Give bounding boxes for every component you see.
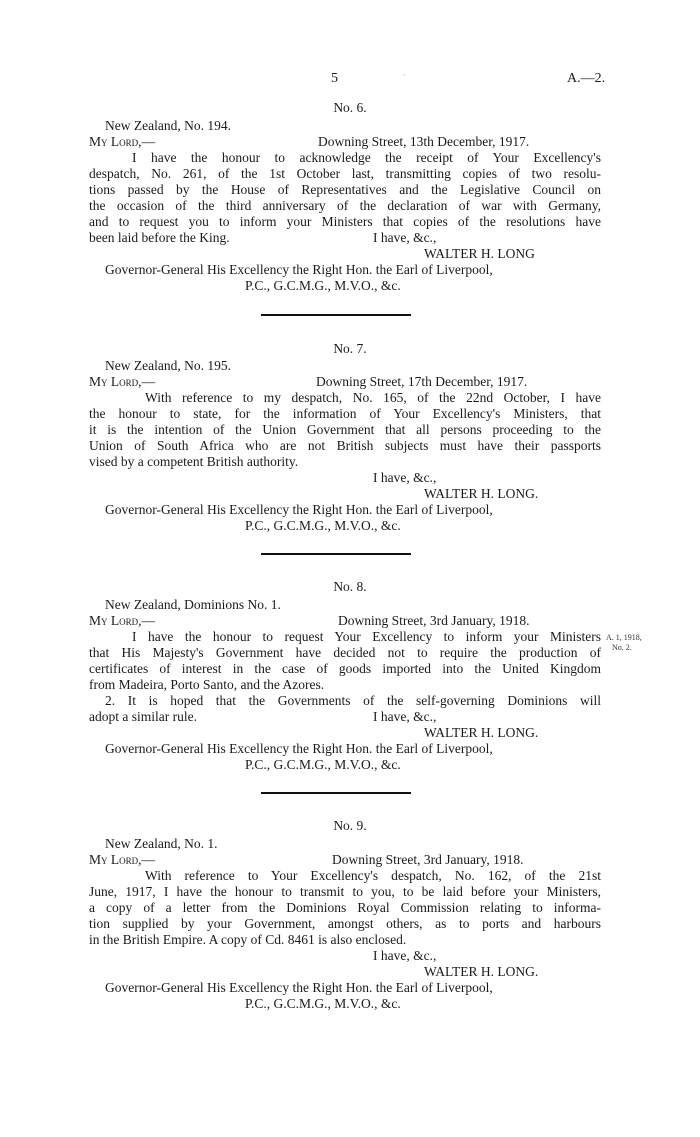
signature: WALTER H. LONG — [424, 246, 535, 261]
body-line: and to request you to inform your Ministers that copies of the resolutions have — [89, 214, 601, 229]
addressee-honours: P.C., G.C.M.G., M.V.O., &c. — [245, 757, 401, 772]
addressee: Governor-General His Excellency the Right Hon. the Earl of Liverpool, — [105, 741, 493, 756]
closing: I have, &c., — [373, 470, 437, 485]
addressee-honours: P.C., G.C.M.G., M.V.O., &c. — [245, 518, 401, 533]
section-divider — [261, 314, 411, 316]
body-line: the occasion of the third anniversary of the declaration of war with Germany, — [89, 198, 601, 213]
letter-heading: No. 6. — [333, 100, 367, 115]
body-line: certificates of interest in the case of goods imported into the United Kingdom — [89, 661, 601, 676]
signature: WALTER H. LONG. — [424, 486, 539, 501]
page-number: 5 — [331, 71, 338, 86]
body-line: June, 1917, I have the honour to transmit to you, to be laid before your Ministers, — [89, 884, 601, 899]
body-line: 2. It is hoped that the Governments of the self-governing Dominions will — [105, 693, 601, 708]
body-line: it is the intention of the Union Government that all persons proceeding to the — [89, 422, 601, 437]
closing: I have, &c., — [373, 948, 437, 963]
body-line: that His Majesty's Government have decided not to require the production of — [89, 645, 601, 660]
letter-date: Downing Street, 3rd January, 1918. — [332, 852, 524, 867]
body-line: tion supplied by your Government, amongst others, as to ports and harbours — [89, 916, 601, 931]
speck-mark: · — [403, 71, 406, 80]
letter-heading: No. 7. — [333, 341, 367, 356]
body-line: the honour to state, for the information of Your Excellency's Ministers, that — [89, 406, 601, 421]
dispatch-number: New Zealand, No. 1. — [105, 836, 218, 851]
salutation: My Lord,— — [89, 613, 156, 628]
body-line: I have the honour to acknowledge the receipt of Your Excellency's — [132, 150, 601, 165]
body-line: from Madeira, Porto Santo, and the Azores. — [89, 677, 325, 692]
body-line: tions passed by the House of Representatives and the Legislative Council on — [89, 182, 601, 197]
closing: I have, &c., — [373, 230, 437, 245]
body-line: vised by a competent British authority. — [89, 454, 299, 469]
letter-heading: No. 9. — [333, 818, 367, 833]
dispatch-number: New Zealand, Dominions No. 1. — [105, 597, 281, 612]
section-divider — [261, 553, 411, 555]
body-line: With reference to Your Excellency's despatch, No. 162, of the 21st — [145, 868, 601, 883]
salutation: My Lord,— — [89, 852, 156, 867]
dispatch-number: New Zealand, No. 195. — [105, 358, 231, 373]
addressee-honours: P.C., G.C.M.G., M.V.O., &c. — [245, 996, 401, 1011]
salutation: My Lord,— — [89, 374, 156, 389]
body-line: been laid before the King. — [89, 230, 230, 245]
letter-date: Downing Street, 3rd January, 1918. — [338, 613, 530, 628]
signature: WALTER H. LONG. — [424, 964, 539, 979]
dispatch-number: New Zealand, No. 194. — [105, 118, 231, 133]
addressee: Governor-General His Excellency the Right Hon. the Earl of Liverpool, — [105, 262, 493, 277]
signature: WALTER H. LONG. — [424, 725, 539, 740]
body-line: Union of South Africa who are not British subjects must have their passports — [89, 438, 601, 453]
letter-date: Downing Street, 13th December, 1917. — [318, 134, 530, 149]
body-line: a copy of a letter from the Dominions Royal Commission relating to informa- — [89, 900, 601, 915]
letter-date: Downing Street, 17th December, 1917. — [316, 374, 528, 389]
body-line: despatch, No. 261, of the 1st October last, transmitting copies of two resolu- — [89, 166, 601, 181]
addressee: Governor-General His Excellency the Right Hon. the Earl of Liverpool, — [105, 502, 493, 517]
body-line: in the British Empire. A copy of Cd. 8461 is also enclosed. — [89, 932, 407, 947]
margin-note: No. 2. — [612, 643, 632, 652]
section-divider — [261, 792, 411, 794]
body-line: I have the honour to request Your Excellency to inform your Ministers — [132, 629, 601, 644]
letter-heading: No. 8. — [333, 579, 367, 594]
body-line: adopt a similar rule. — [89, 709, 197, 724]
closing: I have, &c., — [373, 709, 437, 724]
addressee: Governor-General His Excellency the Right Hon. the Earl of Liverpool, — [105, 980, 493, 995]
addressee-honours: P.C., G.C.M.G., M.V.O., &c. — [245, 278, 401, 293]
page-reference: A.—2. — [567, 71, 606, 86]
margin-note: A. 1, 1918, — [606, 633, 642, 642]
salutation: My Lord,— — [89, 134, 156, 149]
body-line: With reference to my despatch, No. 165, of the 22nd October, I have — [145, 390, 601, 405]
